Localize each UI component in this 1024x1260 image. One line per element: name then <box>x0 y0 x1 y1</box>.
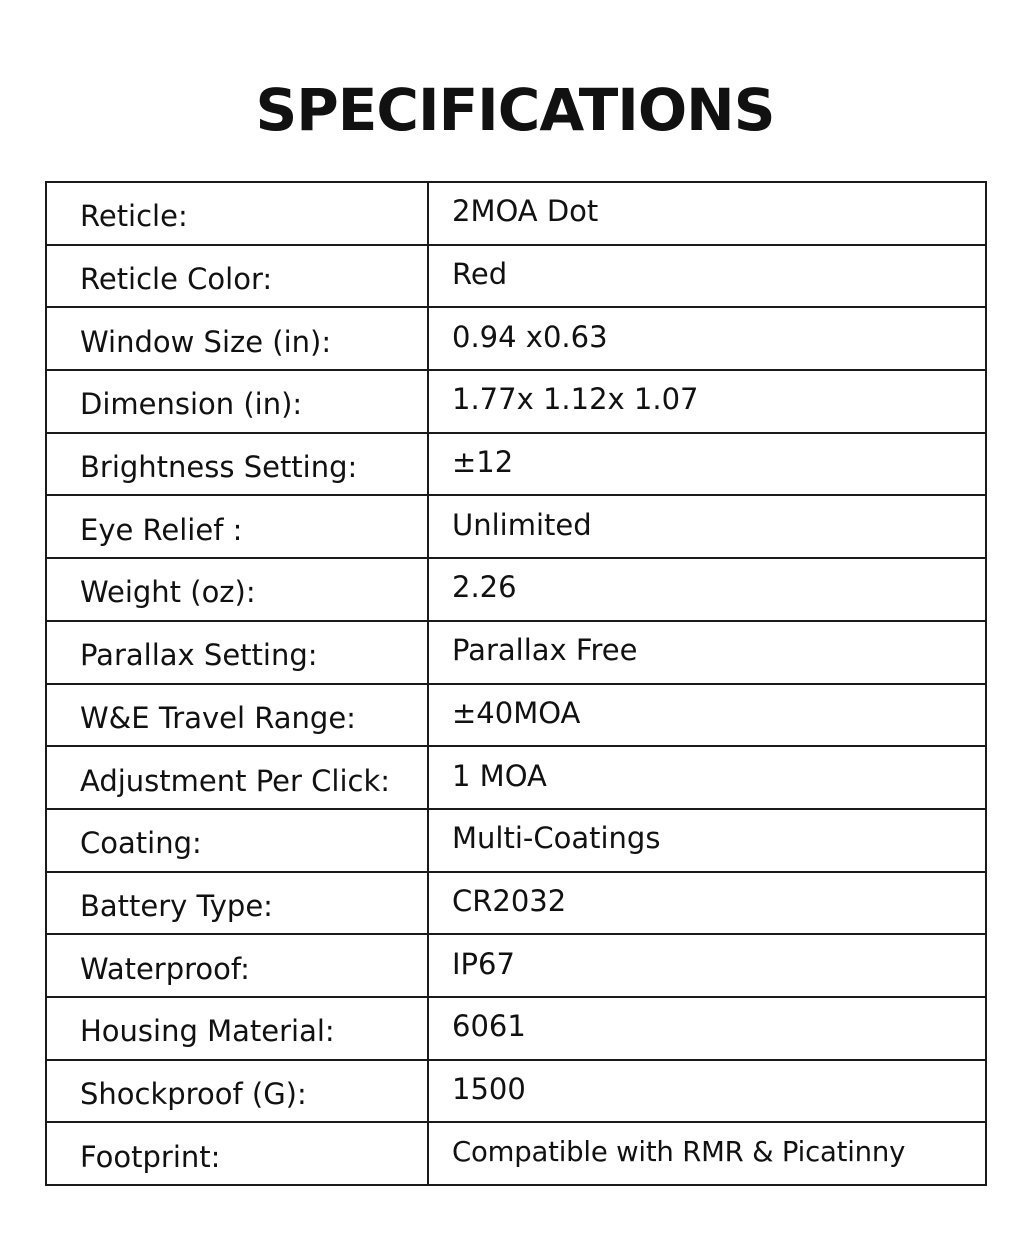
spec-label: Reticle Color: <box>46 245 428 308</box>
spec-value: 1 MOA <box>428 746 986 809</box>
spec-value: ±12 <box>428 433 986 496</box>
spec-label: Eye Relief : <box>46 495 428 558</box>
spec-row <box>46 621 986 684</box>
spec-row <box>46 746 986 809</box>
spec-row <box>46 307 986 370</box>
spec-row <box>46 182 986 245</box>
spec-value: 2MOA Dot <box>428 182 986 245</box>
specifications-table-body <box>46 182 986 1185</box>
spec-row <box>46 245 986 308</box>
spec-row <box>46 495 986 558</box>
spec-label: Parallax Setting: <box>46 621 428 684</box>
spec-label: Shockproof (G): <box>46 1060 428 1123</box>
spec-label: Footprint: <box>46 1122 428 1185</box>
spec-label: Battery Type: <box>46 872 428 935</box>
spec-row <box>46 1060 986 1123</box>
spec-row <box>46 433 986 496</box>
spec-value: 6061 <box>428 997 986 1060</box>
spec-value: Parallax Free <box>428 621 986 684</box>
spec-value: CR2032 <box>428 872 986 935</box>
spec-row <box>46 558 986 621</box>
spec-value: 1.77x 1.12x 1.07 <box>428 370 986 433</box>
spec-value: Red <box>428 245 986 308</box>
spec-row <box>46 872 986 935</box>
spec-label: Coating: <box>46 809 428 872</box>
spec-label: Weight (oz): <box>46 558 428 621</box>
spec-value: IP67 <box>428 934 986 997</box>
spec-value: 1500 <box>428 1060 986 1123</box>
spec-row <box>46 684 986 747</box>
spec-label: Housing Material: <box>46 997 428 1060</box>
spec-value: 0.94 x0.63 <box>428 307 986 370</box>
spec-row <box>46 370 986 433</box>
spec-label: Brightness Setting: <box>46 433 428 496</box>
spec-label: Waterproof: <box>46 934 428 997</box>
spec-label: Window Size (in): <box>46 307 428 370</box>
specifications-table <box>45 181 987 1186</box>
spec-label: Adjustment Per Click: <box>46 746 428 809</box>
spec-label: Dimension (in): <box>46 370 428 433</box>
spec-row <box>46 934 986 997</box>
spec-label: W&E Travel Range: <box>46 684 428 747</box>
spec-row <box>46 809 986 872</box>
spec-value: 2.26 <box>428 558 986 621</box>
spec-value: ±40MOA <box>428 684 986 747</box>
spec-value: Unlimited <box>428 495 986 558</box>
spec-value: Multi-Coatings <box>428 809 986 872</box>
spec-row <box>46 1122 986 1185</box>
spec-label: Reticle: <box>46 182 428 245</box>
spec-value: Compatible with RMR & Picatinny <box>428 1122 986 1185</box>
spec-row <box>46 997 986 1060</box>
page-title: SPECIFICATIONS <box>255 76 775 144</box>
